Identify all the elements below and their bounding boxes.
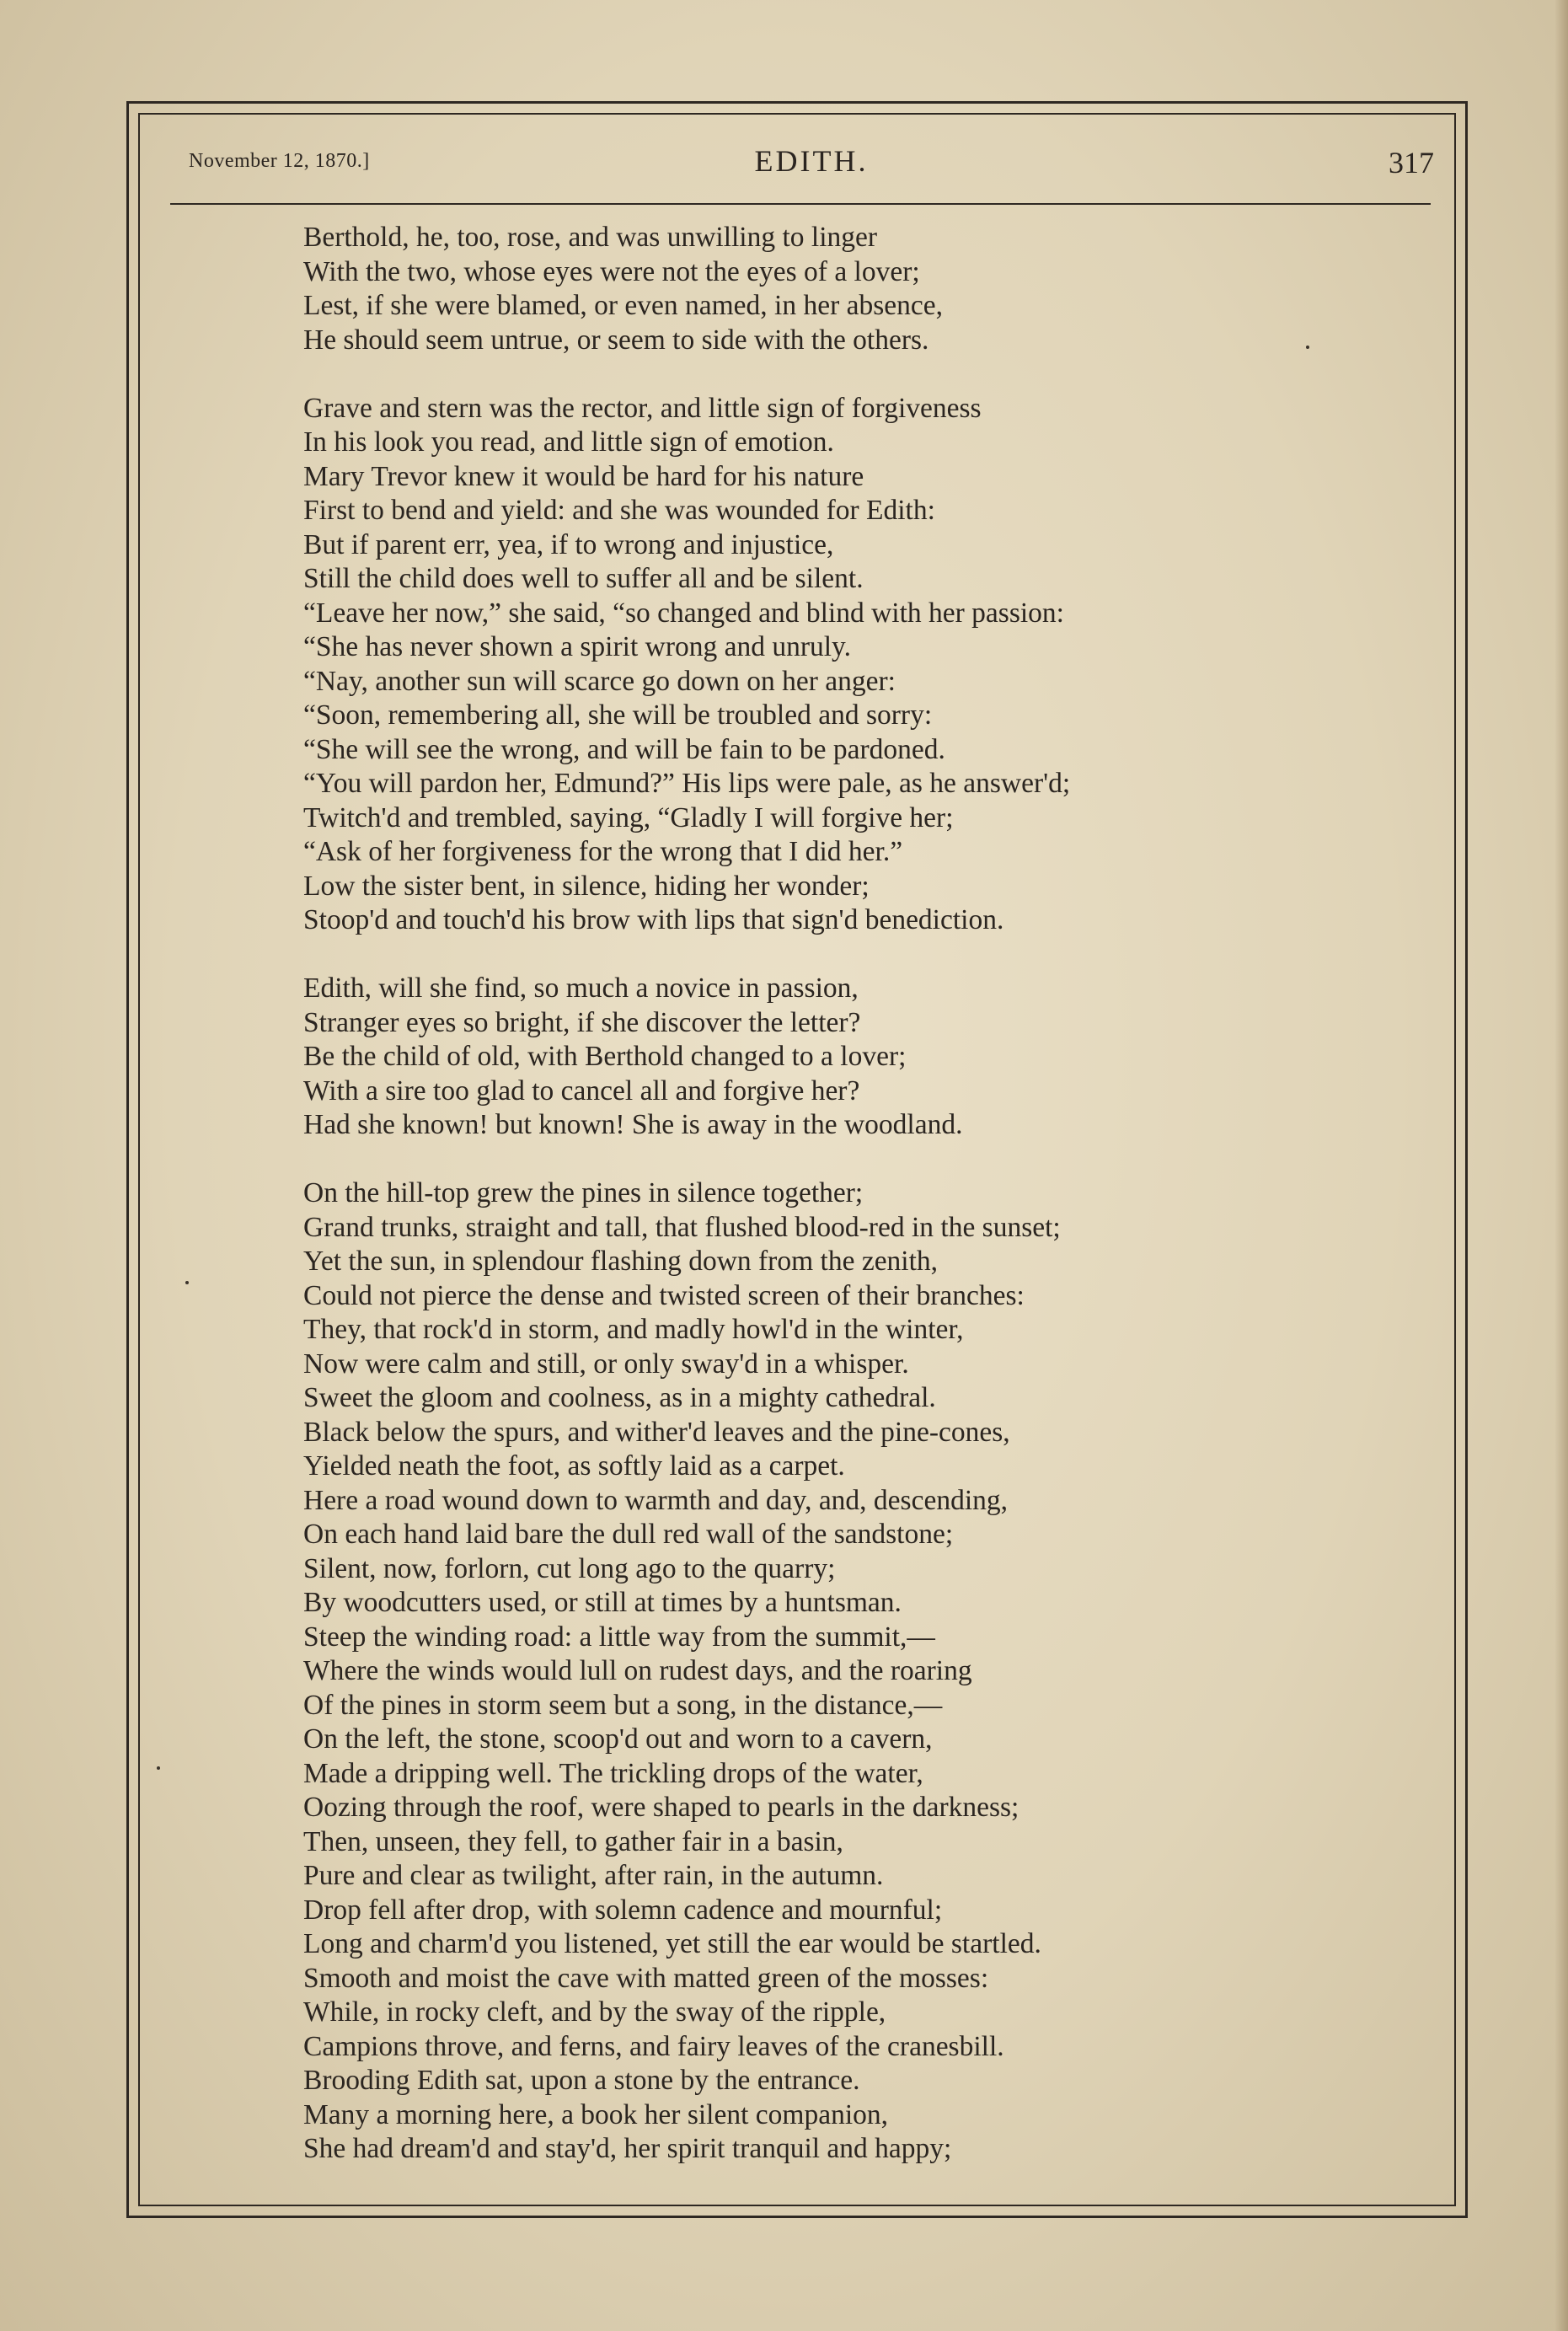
poem-line: “Leave her now,” she said, “so changed and blind with her passion: bbox=[303, 597, 1064, 629]
poem-line: On the left, the stone, scoop'd out and worn to a cavern, bbox=[303, 1723, 933, 1755]
poem-line: Where the winds would lull on rudest days, and the roaring bbox=[303, 1655, 972, 1686]
poem-line: Still the child does well to suffer all and be silent. bbox=[303, 563, 864, 594]
poem-line: She had dream'd and stay'd, her spirit tranquil and happy; bbox=[303, 2133, 952, 2164]
poem-line: Steep the winding road: a little way from the summit,— bbox=[303, 1621, 935, 1653]
poem-line: While, in rocky cleft, and by the sway of the ripple, bbox=[303, 1996, 886, 2028]
poem-line: Lest, if she were blamed, or even named, in her absence, bbox=[303, 290, 944, 321]
poem-line: By woodcutters used, or still at times by a huntsman. bbox=[303, 1587, 902, 1618]
poem-line: Campions throve, and ferns, and fairy leaves of the cranesbill. bbox=[303, 2030, 1004, 2062]
poem-line: Be the child of old, with Berthold changed to a lover; bbox=[303, 1041, 907, 1072]
poem-line: They, that rock'd in storm, and madly howl'd in the winter, bbox=[303, 1314, 964, 1345]
poem-line: “Soon, remembering all, she will be troubled and sorry: bbox=[303, 699, 933, 731]
poem-line: “Ask of her forgiveness for the wrong that I did her.” bbox=[303, 836, 903, 867]
poem-line: Smooth and moist the cave with matted green of the mosses: bbox=[303, 1962, 989, 1994]
poem-line: Twitch'd and trembled, saying, “Gladly I will forgive her; bbox=[303, 801, 954, 833]
poem-line: Sweet the gloom and coolness, as in a mighty cathedral. bbox=[303, 1382, 936, 1413]
poem-line: “She has never shown a spirit wrong and unruly. bbox=[303, 631, 852, 662]
poem-line: Mary Trevor knew it would be hard for his nature bbox=[303, 460, 864, 492]
poem-line: Of the pines in storm seem but a song, in the distance,— bbox=[303, 1689, 943, 1721]
header-date: November 12, 1870.] bbox=[189, 150, 370, 172]
poem-line: Stoop'd and touch'd his brow with lips that sign'd benediction. bbox=[303, 904, 1004, 935]
poem-line: Yet the sun, in splendour flashing down from the zenith, bbox=[303, 1246, 939, 1277]
stanza bbox=[303, 221, 1399, 357]
poem-line: In his look you read, and little sign of emotion. bbox=[303, 426, 834, 458]
poem-line: Many a morning here, a book her silent companion, bbox=[303, 2098, 889, 2130]
poem-line: Pure and clear as twilight, after rain, in the autumn. bbox=[303, 1860, 884, 1891]
poem-line: Now were calm and still, or only sway'd in a whisper. bbox=[303, 1348, 909, 1380]
poem-line: Drop fell after drop, with solemn cadence and mournful; bbox=[303, 1894, 943, 1926]
paper-speck bbox=[1306, 346, 1309, 349]
poem-line: With a sire too glad to cancel all and forgive her? bbox=[303, 1074, 860, 1107]
poem-body bbox=[303, 221, 1399, 2167]
poem-line: He should seem untrue, or seem to side with the others. bbox=[303, 324, 929, 356]
poem-line: Oozing through the roof, were shaped to pearls in the darkness; bbox=[303, 1792, 1019, 1823]
poem-line: On the hill-top grew the pines in silence together; bbox=[303, 1177, 864, 1208]
poem-line: Then, unseen, they fell, to gather fair in a basin, bbox=[303, 1825, 843, 1857]
stanza bbox=[303, 1176, 1399, 2167]
stanza bbox=[303, 972, 1399, 1143]
poem-line: Black below the spurs, and wither'd leaves and the pine-cones, bbox=[303, 1416, 1010, 1448]
poem-line: “Nay, another sun will scarce go down on her anger: bbox=[303, 665, 896, 697]
poem-line: Stranger eyes so bright, if she discover the letter? bbox=[303, 1006, 861, 1038]
poem-line: Yielded neath the foot, as softly laid as a carpet. bbox=[303, 1450, 845, 1482]
paper-speck bbox=[185, 1281, 189, 1284]
poem-line: Low the sister bent, in silence, hiding her wonder; bbox=[303, 870, 870, 902]
poem-line: Had she known! but known! She is away in the woodland. bbox=[303, 1109, 963, 1140]
running-header bbox=[189, 143, 1434, 202]
poem-line: Made a dripping well. The trickling drops of the water, bbox=[303, 1757, 923, 1789]
poem-line: Berthold, he, too, rose, and was unwilling to linger bbox=[303, 222, 878, 253]
header-title: EDITH. bbox=[754, 144, 869, 178]
page-edge-shadow bbox=[1555, 0, 1568, 2331]
poem-line: “She will see the wrong, and will be fain to be pardoned. bbox=[303, 733, 945, 765]
poem-line: Grave and stern was the rector, and little sign of forgiveness bbox=[303, 392, 982, 424]
stanza bbox=[303, 392, 1399, 938]
poem-line: Silent, now, forlorn, cut long ago to the quarry; bbox=[303, 1552, 836, 1584]
poem-line: Grand trunks, straight and tall, that flushed blood-red in the sunset; bbox=[303, 1211, 1061, 1243]
poem-line: “You will pardon her, Edmund?” His lips were pale, as he answer'd; bbox=[303, 768, 1071, 799]
poem-line: Edith, will she find, so much a novice in passion, bbox=[303, 973, 859, 1004]
poem-line: First to bend and yield: and she was wounded for Edith: bbox=[303, 495, 935, 526]
poem-line: Could not pierce the dense and twisted screen of their branches: bbox=[303, 1279, 1025, 1311]
poem-line: Here a road wound down to warmth and day, and, descending, bbox=[303, 1484, 1009, 1516]
poem-line: Brooding Edith sat, upon a stone by the entrance. bbox=[303, 2065, 860, 2096]
poem-line: With the two, whose eyes were not the eyes of a lover; bbox=[303, 255, 920, 287]
paper-speck bbox=[157, 1766, 160, 1770]
header-rule bbox=[170, 203, 1431, 205]
poem-line: Long and charm'd you listened, yet still the ear would be startled. bbox=[303, 1928, 1041, 1959]
page-number: 317 bbox=[1389, 146, 1434, 180]
poem-line: On each hand laid bare the dull red wall of the sandstone; bbox=[303, 1519, 954, 1550]
poem-line: But if parent err, yea, if to wrong and injustice, bbox=[303, 528, 834, 560]
